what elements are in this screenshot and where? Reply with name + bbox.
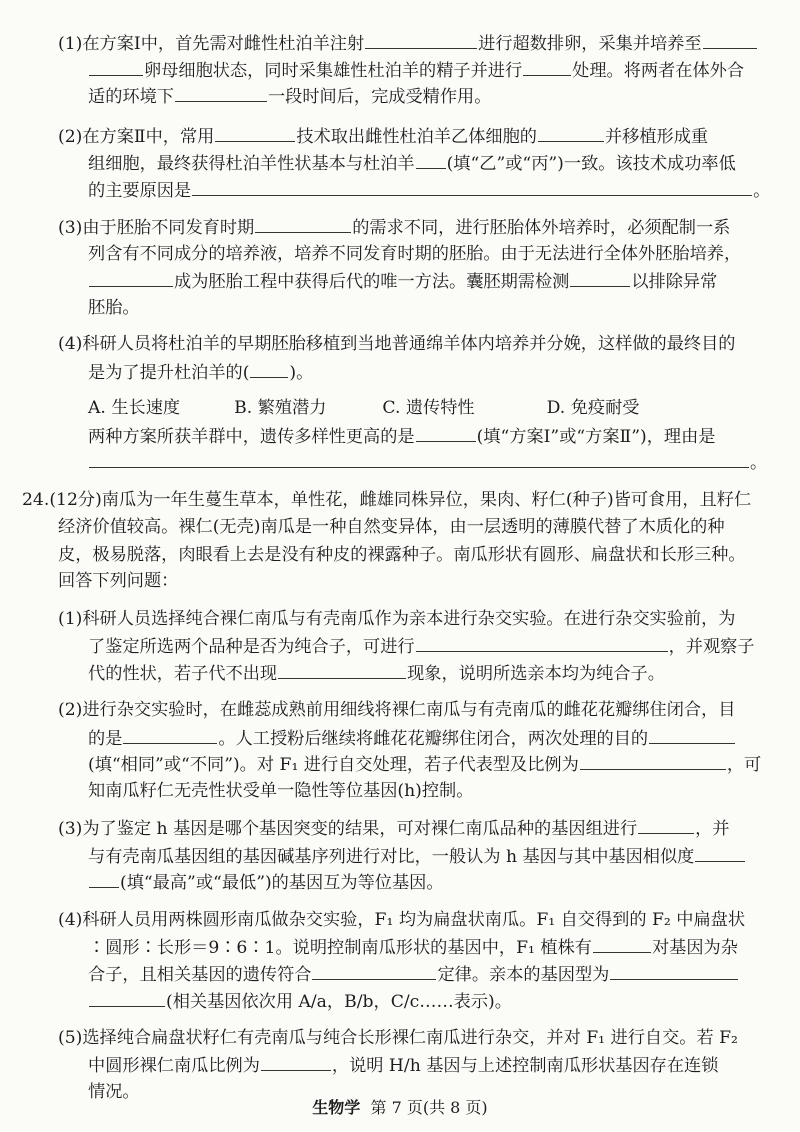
text-segment: 中圆形裸仁南瓜比例为 [88,1056,260,1076]
answer-blank[interactable] [89,269,173,287]
text-segment: 处理。将两者在体外合 [572,61,745,81]
answer-blank[interactable] [261,1053,331,1071]
footer-page-number: 第 7 页(共 8 页) [370,1098,488,1117]
answer-blank[interactable] [89,989,165,1007]
text-segment: (1)在方案Ⅰ中，首先需对雌性杜泊羊注射 [58,34,365,54]
text-segment: (2)在方案Ⅱ中，常用 [58,127,215,147]
text-line [0,607,800,631]
answer-blank[interactable] [123,726,217,744]
text-segment: 情况。 [88,1082,140,1102]
text-segment: 一段时间后，完成受精作用。 [267,87,492,107]
text-line [0,752,800,776]
footer-subject: 生物学 [312,1098,361,1117]
text-segment: (填“最高”或“最低”)的基因互为等位基因。 [120,873,444,893]
text-line [0,515,800,539]
text-segment: (填“相同”或“不同”)。对 F₁ 进行自交处理，若子代表型及比例为 [88,755,579,775]
answer-blank[interactable] [523,58,571,76]
text-segment: 现象，说明所选亲本均为纯合子。 [407,664,665,684]
answer-blank[interactable] [695,844,745,862]
text-segment: 适的环境下 [88,87,174,107]
text-line [0,870,800,894]
text-segment: 经济价值较高。裸仁(无壳)南瓜是一种自然变异体，由一层透明的薄膜代替了木质化的种 [58,517,725,537]
answer-blank[interactable] [416,634,668,652]
text-segment: 。 [750,453,768,473]
text-segment: D. 免疫耐受 [546,398,640,418]
text-segment: 是为了提升杜泊羊的( [88,363,250,383]
text-segment: 进行超数排卵，采集并培养至 [478,34,702,54]
text-segment: (4)科研人员用两株圆形南瓜做杂交实验，F₁ 均为扁盘状南瓜。F₁ 自交得到的 F₂ 中扁盘状 [58,910,746,930]
text-segment: 。人工授粉后继续将雌花花瓣绑住闭合，两次处理的目的 [218,729,649,749]
text-segment: 卵母细胞状态，同时采集雄性杜泊羊的精子并进行 [144,61,523,81]
text-segment: ，说明 H/h 基因与上述控制南瓜形状基因存在连锁 [331,1056,719,1076]
text-segment: (相关基因依次用 A/a，B/b，C/c……表示)。 [166,992,512,1012]
text-line [0,543,800,567]
answer-blank[interactable] [580,752,726,770]
text-line [0,1026,800,1050]
text-line [0,908,800,932]
answer-blank[interactable] [175,84,267,102]
text-segment: C. 遗传特性 [382,398,475,418]
answer-blank[interactable] [278,661,406,679]
text-segment: 成为胚胎工程中获得后代的唯一方法。囊胚期需检测 [174,272,570,292]
text-segment: 胚胎。 [88,298,140,318]
text-line [0,124,800,148]
text-segment: 组细胞，最终获得杜泊羊性状基本与杜泊羊 [88,154,415,174]
text-segment: 两种方案所获羊群中，遗传多样性更高的是 [88,427,415,447]
text-line [0,816,800,840]
answer-blank[interactable] [416,151,446,169]
text-segment: 并移植形成重 [604,127,709,147]
text-line [0,215,800,239]
answer-blank[interactable] [192,178,752,196]
text-segment: (2)进行杂交实验时，在雌蕊成熟前用细线将裸仁南瓜与有壳南瓜的雌花花瓣绑住闭合，目 [58,700,736,720]
text-segment: 的主要原因是 [88,181,192,201]
text-line [0,779,800,803]
text-line [0,332,800,356]
text-segment: )。 [289,363,314,383]
answer-blank[interactable] [255,215,351,233]
text-line [0,360,800,384]
text-segment: ，可 [726,755,762,775]
text-segment: 列含有不同成分的培养液，培养不同发育时期的胚胎。由于无法进行全体外胚胎培养， [88,244,742,264]
text-line [0,698,800,722]
text-line [0,488,800,512]
answer-blank[interactable] [703,31,757,49]
text-line [0,151,800,175]
text-line [0,396,800,420]
answer-blank[interactable] [89,58,143,76]
text-segment: (填“方案Ⅰ”或“方案Ⅱ”)，理由是 [476,427,716,447]
text-line [0,269,800,293]
answer-blank[interactable] [365,31,477,49]
text-line [0,844,800,868]
text-segment: 24.(12分)南瓜为一年生蔓生草本，单性花，雌雄同株异位，果肉、籽仁(种子)皆可食用，且籽仁 [22,490,752,510]
text-line [0,450,800,474]
text-line [0,178,800,202]
text-segment: ，并 [695,819,730,839]
text-line [0,989,800,1013]
text-segment: (5)选择纯合扁盘状籽仁有壳南瓜与纯合长形裸仁南瓜进行杂交，并对 F₁ 进行自交。若 F₂ [58,1028,738,1048]
answer-blank[interactable] [649,726,735,744]
text-segment: A. 生长速度 [88,398,181,418]
text-segment: ∶圆形∶长形＝9∶6∶1。说明控制南瓜形状的基因中，F₁ 植株有 [88,938,592,958]
text-line [0,634,800,658]
answer-blank[interactable] [593,935,651,953]
answer-blank[interactable] [215,124,295,142]
text-segment: 技术取出雌性杜泊羊乙体细胞的 [296,127,537,147]
text-segment: 合子，且相关基因的遗传符合 [88,965,312,985]
text-segment: 与有壳南瓜基因组的基因碱基序列进行对比，一般认为 h 基因与其中基因相似度 [88,847,695,867]
answer-blank[interactable] [610,962,738,980]
answer-blank[interactable] [538,124,604,142]
text-segment: (3)由于胚胎不同发育时期 [58,218,255,238]
text-segment: ，并观察子 [668,637,755,657]
answer-blank[interactable] [250,360,288,378]
text-segment: 皮，极易脱落，肉眼看上去是没有种皮的裸露种子。南瓜形状有圆形、扁盘状和长形三种。 [58,545,746,565]
text-line [0,424,800,448]
text-segment: 回答下列问题： [58,571,179,591]
answer-blank[interactable] [89,870,119,888]
text-segment: 的需求不同，进行胚胎体外培养时，必须配制一系 [352,218,731,238]
answer-blank[interactable] [312,962,436,980]
text-segment: 。 [753,181,771,201]
answer-blank[interactable] [89,450,749,468]
text-line [0,1053,800,1077]
page-footer [0,1097,800,1119]
text-segment: 定律。亲本的基因型为 [437,965,610,985]
text-segment: 了鉴定所选两个品种是否为纯合子，可进行 [88,637,415,657]
text-segment: (4)科研人员将杜泊羊的早期胚胎移植到当地普通绵羊体内培养并分娩，这样做的最终目的 [58,334,736,354]
answer-blank[interactable] [570,269,630,287]
text-line [0,84,800,108]
text-line [0,569,800,593]
text-line [0,661,800,685]
text-segment: 代的性状，若子代不出现 [88,664,278,684]
text-line [0,726,800,750]
text-segment: 知南瓜籽仁无壳性状受单一隐性等位基因(h)控制。 [88,781,474,801]
text-line [0,242,800,266]
text-segment: (填“乙”或“丙”)一致。该技术成功率低 [446,154,736,174]
text-segment: 的是 [88,729,123,749]
text-line [0,296,800,320]
text-line [0,935,800,959]
text-segment: (1)科研人员选择纯合裸仁南瓜与有壳南瓜作为亲本进行杂交实验。在进行杂交实验前，为 [58,609,736,629]
text-segment: 对基因为杂 [651,938,738,958]
text-line [0,31,800,55]
text-line [0,58,800,82]
text-segment: B. 繁殖潜力 [234,398,327,418]
text-segment: 以排除异常 [631,272,718,292]
text-line [0,962,800,986]
answer-blank[interactable] [416,424,476,442]
answer-blank[interactable] [638,816,694,834]
text-segment: (3)为了鉴定 h 基因是哪个基因突变的结果，可对裸仁南瓜品种的基因组进行 [58,819,638,839]
